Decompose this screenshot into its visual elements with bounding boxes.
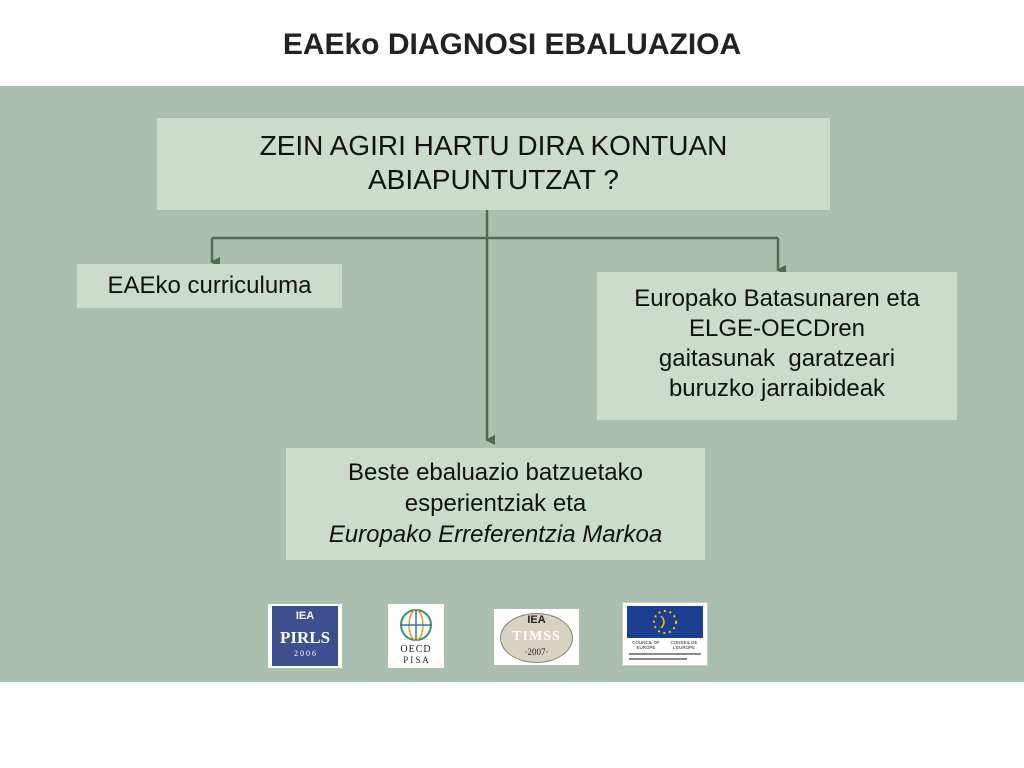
other-evaluations-box: [286, 448, 705, 560]
pirls-logo-name: PIRLS: [279, 628, 331, 647]
other-evaluations-line-3: Europako Erreferentzia Markoa: [328, 521, 663, 548]
coe-right-text: CONSEIL DE L'EUROPE: [670, 640, 698, 650]
globe-icon: [388, 606, 444, 644]
europe-guidelines-line-4: buruzko jarraibideak: [668, 375, 886, 402]
europe-guidelines-line-3: gaitasunak garatzeari: [658, 345, 896, 372]
pirls-logo: [268, 604, 342, 668]
timss-logo-org: IEA: [527, 614, 546, 626]
eu-stars-icon: [627, 606, 703, 638]
question-box: [157, 118, 830, 210]
other-evaluations-line-2: esperientziak eta: [404, 490, 587, 517]
question-line-1: ZEIN AGIRI HARTU DIRA KONTUAN: [259, 130, 728, 161]
question-line-2: ABIAPUNTUTZAT ?: [367, 164, 619, 195]
timss-logo-name: TIMSS: [512, 629, 561, 644]
coe-left-text: COUNCIL OF EUROPE: [632, 640, 660, 650]
europe-guidelines-line-2: ELGE-OECDren: [688, 315, 866, 342]
oecd-logo-text: OECD: [400, 644, 432, 655]
pisa-logo-text: P I S A: [403, 655, 429, 665]
curriculum-box: [77, 264, 342, 308]
pirls-logo-year: 2 0 0 6: [294, 649, 316, 658]
council-of-europe-logo: [622, 602, 708, 666]
timss-logo-year: ·2007·: [524, 647, 549, 657]
europe-guidelines-box: [597, 272, 957, 420]
slide-title: EAEko DIAGNOSI EBALUAZIOA: [282, 28, 742, 61]
other-evaluations-line-1: Beste ebaluazio batzuetako: [348, 459, 643, 486]
oecd-pisa-logo: [388, 604, 444, 668]
europe-guidelines-line-1: Europako Batasunaren eta: [634, 285, 920, 312]
timss-logo: [494, 609, 579, 665]
curriculum-label: EAEko curriculuma: [107, 272, 312, 299]
pirls-logo-org: IEA: [295, 610, 315, 622]
